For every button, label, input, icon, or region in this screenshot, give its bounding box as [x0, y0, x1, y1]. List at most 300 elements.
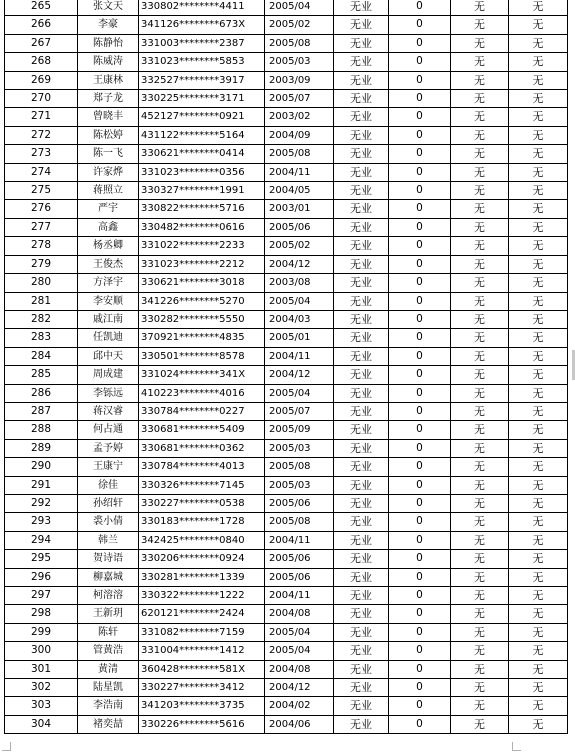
- birth-month-cell: 2005/07: [265, 402, 334, 420]
- status-a-cell: 无: [451, 494, 509, 512]
- table-row: [5, 715, 568, 733]
- table-row: [5, 439, 568, 457]
- person-name-cell: 任凯迪: [78, 329, 139, 347]
- id-number-cell: 620121********2424: [139, 605, 265, 623]
- table-row: [5, 679, 568, 697]
- status-a-cell: 无: [451, 90, 509, 108]
- count-value-cell: 0: [389, 16, 451, 34]
- status-a-cell: 无: [451, 550, 509, 568]
- birth-month-cell: 2005/04: [265, 0, 334, 16]
- row-number-cell: 292: [5, 494, 78, 512]
- id-number-cell: 330621********3018: [139, 274, 265, 292]
- row-number-cell: 303: [5, 697, 78, 715]
- birth-month-cell: 2005/06: [265, 494, 334, 512]
- person-name-cell: 周成建: [78, 366, 139, 384]
- row-number-cell: 279: [5, 255, 78, 273]
- status-a-cell: 无: [451, 53, 509, 71]
- person-name-cell: 李豪: [78, 16, 139, 34]
- birth-month-cell: 2005/01: [265, 329, 334, 347]
- table-row: [5, 384, 568, 402]
- row-number-cell: 288: [5, 421, 78, 439]
- table-row: [5, 660, 568, 678]
- row-number-cell: 295: [5, 550, 78, 568]
- count-value-cell: 0: [389, 679, 451, 697]
- count-value-cell: 0: [389, 200, 451, 218]
- row-number-cell: 265: [5, 0, 78, 16]
- id-number-cell: 330227********3412: [139, 679, 265, 697]
- table-row: [5, 218, 568, 236]
- table-row: [5, 0, 568, 16]
- row-number-cell: 296: [5, 568, 78, 586]
- id-number-cell: 330225********3171: [139, 90, 265, 108]
- row-number-cell: 268: [5, 53, 78, 71]
- person-name-cell: 陈松婷: [78, 126, 139, 144]
- status-a-cell: 无: [451, 384, 509, 402]
- birth-month-cell: 2004/11: [265, 587, 334, 605]
- occupation-cell: 无业: [334, 439, 389, 457]
- count-value-cell: 0: [389, 439, 451, 457]
- person-name-cell: 李安顺: [78, 292, 139, 310]
- birth-month-cell: 2004/05: [265, 182, 334, 200]
- status-b-cell: 无: [509, 145, 568, 163]
- table-row: [5, 605, 568, 623]
- person-name-cell: 方泽宇: [78, 274, 139, 292]
- occupation-cell: 无业: [334, 402, 389, 420]
- status-b-cell: 无: [509, 421, 568, 439]
- status-b-cell: 无: [509, 697, 568, 715]
- birth-month-cell: 2004/12: [265, 366, 334, 384]
- person-name-cell: 李铄远: [78, 384, 139, 402]
- table-row: [5, 200, 568, 218]
- person-name-cell: 李浩南: [78, 697, 139, 715]
- person-name-cell: 王新玥: [78, 605, 139, 623]
- id-number-cell: 330681********0362: [139, 439, 265, 457]
- count-value-cell: 0: [389, 292, 451, 310]
- id-number-cell: 330183********1728: [139, 513, 265, 531]
- row-number-cell: 284: [5, 347, 78, 365]
- person-name-cell: 孙绍轩: [78, 494, 139, 512]
- count-value-cell: 0: [389, 310, 451, 328]
- status-a-cell: 无: [451, 679, 509, 697]
- status-b-cell: 无: [509, 494, 568, 512]
- status-b-cell: 无: [509, 71, 568, 89]
- status-b-cell: 无: [509, 458, 568, 476]
- table-row: [5, 587, 568, 605]
- count-value-cell: 0: [389, 402, 451, 420]
- status-a-cell: 无: [451, 458, 509, 476]
- occupation-cell: 无业: [334, 108, 389, 126]
- person-name-cell: 戚江南: [78, 310, 139, 328]
- occupation-cell: 无业: [334, 34, 389, 52]
- person-name-cell: 何占通: [78, 421, 139, 439]
- id-number-cell: 332527********3917: [139, 71, 265, 89]
- occupation-cell: 无业: [334, 16, 389, 34]
- row-number-cell: 302: [5, 679, 78, 697]
- status-a-cell: 无: [451, 642, 509, 660]
- birth-month-cell: 2005/08: [265, 458, 334, 476]
- status-a-cell: 无: [451, 108, 509, 126]
- status-a-cell: 无: [451, 402, 509, 420]
- table-row: [5, 476, 568, 494]
- count-value-cell: 0: [389, 53, 451, 71]
- table-row: [5, 494, 568, 512]
- person-name-cell: 蒋照立: [78, 182, 139, 200]
- status-a-cell: 无: [451, 182, 509, 200]
- id-number-cell: 331023********2212: [139, 255, 265, 273]
- birth-month-cell: 2004/11: [265, 347, 334, 365]
- birth-month-cell: 2005/07: [265, 90, 334, 108]
- person-name-cell: 蒋汉睿: [78, 402, 139, 420]
- status-a-cell: 无: [451, 697, 509, 715]
- count-value-cell: 0: [389, 218, 451, 236]
- occupation-cell: 无业: [334, 53, 389, 71]
- occupation-cell: 无业: [334, 715, 389, 733]
- row-number-cell: 285: [5, 366, 78, 384]
- person-name-cell: 陈静怡: [78, 34, 139, 52]
- status-b-cell: 无: [509, 439, 568, 457]
- count-value-cell: 0: [389, 90, 451, 108]
- status-b-cell: 无: [509, 568, 568, 586]
- person-name-cell: 王俊杰: [78, 255, 139, 273]
- person-name-cell: 陈威涛: [78, 53, 139, 71]
- count-value-cell: 0: [389, 329, 451, 347]
- id-number-cell: 431122********5164: [139, 126, 265, 144]
- row-number-cell: 293: [5, 513, 78, 531]
- row-number-cell: 298: [5, 605, 78, 623]
- row-number-cell: 283: [5, 329, 78, 347]
- birth-month-cell: 2003/08: [265, 274, 334, 292]
- person-name-cell: 邱中天: [78, 347, 139, 365]
- status-a-cell: 无: [451, 531, 509, 549]
- id-number-cell: 330802********4411: [139, 0, 265, 16]
- status-a-cell: 无: [451, 34, 509, 52]
- count-value-cell: 0: [389, 182, 451, 200]
- count-value-cell: 0: [389, 71, 451, 89]
- birth-month-cell: 2005/03: [265, 53, 334, 71]
- id-number-cell: 452127********0921: [139, 108, 265, 126]
- id-number-cell: 330282********5550: [139, 310, 265, 328]
- status-b-cell: 无: [509, 715, 568, 733]
- row-number-cell: 300: [5, 642, 78, 660]
- birth-month-cell: 2004/06: [265, 715, 334, 733]
- birth-month-cell: 2004/11: [265, 531, 334, 549]
- birth-month-cell: 2004/08: [265, 660, 334, 678]
- status-b-cell: 无: [509, 200, 568, 218]
- occupation-cell: 无业: [334, 274, 389, 292]
- person-name-cell: 韩兰: [78, 531, 139, 549]
- birth-month-cell: 2004/08: [265, 605, 334, 623]
- table-row: [5, 274, 568, 292]
- row-number-cell: 269: [5, 71, 78, 89]
- status-b-cell: 无: [509, 384, 568, 402]
- birth-month-cell: 2005/08: [265, 513, 334, 531]
- person-name-cell: 贺诗语: [78, 550, 139, 568]
- table-row: [5, 237, 568, 255]
- person-name-cell: 高鑫: [78, 218, 139, 236]
- count-value-cell: 0: [389, 587, 451, 605]
- status-a-cell: 无: [451, 605, 509, 623]
- row-number-cell: 267: [5, 34, 78, 52]
- birth-month-cell: 2004/12: [265, 255, 334, 273]
- occupation-cell: 无业: [334, 218, 389, 236]
- person-name-cell: 柳嘉城: [78, 568, 139, 586]
- id-number-cell: 330226********5616: [139, 715, 265, 733]
- table-row: [5, 145, 568, 163]
- status-a-cell: 无: [451, 71, 509, 89]
- id-number-cell: 331022********2233: [139, 237, 265, 255]
- status-a-cell: 无: [451, 237, 509, 255]
- person-name-cell: 杨丞卿: [78, 237, 139, 255]
- status-a-cell: 无: [451, 660, 509, 678]
- person-name-cell: 管黄浩: [78, 642, 139, 660]
- row-number-cell: 272: [5, 126, 78, 144]
- occupation-cell: 无业: [334, 0, 389, 16]
- count-value-cell: 0: [389, 0, 451, 16]
- occupation-cell: 无业: [334, 384, 389, 402]
- birth-month-cell: 2005/09: [265, 421, 334, 439]
- status-a-cell: 无: [451, 623, 509, 641]
- count-value-cell: 0: [389, 550, 451, 568]
- person-name-cell: 张文天: [78, 0, 139, 16]
- table-row: [5, 402, 568, 420]
- status-a-cell: 无: [451, 310, 509, 328]
- id-number-cell: 330281********1339: [139, 568, 265, 586]
- status-b-cell: 无: [509, 182, 568, 200]
- table-row: [5, 310, 568, 328]
- count-value-cell: 0: [389, 458, 451, 476]
- status-b-cell: 无: [509, 531, 568, 549]
- occupation-cell: 无业: [334, 255, 389, 273]
- count-value-cell: 0: [389, 623, 451, 641]
- occupation-cell: 无业: [334, 623, 389, 641]
- table-row: [5, 53, 568, 71]
- status-a-cell: 无: [451, 145, 509, 163]
- occupation-cell: 无业: [334, 126, 389, 144]
- row-number-cell: 273: [5, 145, 78, 163]
- person-name-cell: 褚奕喆: [78, 715, 139, 733]
- table-row: [5, 34, 568, 52]
- status-a-cell: 无: [451, 126, 509, 144]
- count-value-cell: 0: [389, 642, 451, 660]
- status-b-cell: 无: [509, 402, 568, 420]
- row-number-cell: 294: [5, 531, 78, 549]
- status-b-cell: 无: [509, 605, 568, 623]
- table-row: [5, 531, 568, 549]
- count-value-cell: 0: [389, 126, 451, 144]
- occupation-cell: 无业: [334, 605, 389, 623]
- id-number-cell: 342425********0840: [139, 531, 265, 549]
- id-number-cell: 330784********0227: [139, 402, 265, 420]
- table-row: [5, 513, 568, 531]
- count-value-cell: 0: [389, 476, 451, 494]
- id-number-cell: 330326********7145: [139, 476, 265, 494]
- person-name-cell: 严宇: [78, 200, 139, 218]
- occupation-cell: 无业: [334, 310, 389, 328]
- table-row: [5, 347, 568, 365]
- birth-month-cell: 2005/04: [265, 623, 334, 641]
- occupation-cell: 无业: [334, 237, 389, 255]
- row-number-cell: 291: [5, 476, 78, 494]
- occupation-cell: 无业: [334, 458, 389, 476]
- status-b-cell: 无: [509, 642, 568, 660]
- row-number-cell: 275: [5, 182, 78, 200]
- count-value-cell: 0: [389, 108, 451, 126]
- count-value-cell: 0: [389, 568, 451, 586]
- table-row: [5, 366, 568, 384]
- id-number-cell: 330482********0616: [139, 218, 265, 236]
- table-row: [5, 255, 568, 273]
- count-value-cell: 0: [389, 697, 451, 715]
- id-number-cell: 330327********1991: [139, 182, 265, 200]
- status-b-cell: 无: [509, 163, 568, 181]
- status-a-cell: 无: [451, 16, 509, 34]
- birth-month-cell: 2005/06: [265, 568, 334, 586]
- birth-month-cell: 2004/12: [265, 679, 334, 697]
- id-number-cell: 330322********1222: [139, 587, 265, 605]
- row-number-cell: 266: [5, 16, 78, 34]
- occupation-cell: 无业: [334, 163, 389, 181]
- row-number-cell: 289: [5, 439, 78, 457]
- id-number-cell: 370921********4835: [139, 329, 265, 347]
- person-name-cell: 徐佳: [78, 476, 139, 494]
- table-row: [5, 71, 568, 89]
- table-row: [5, 16, 568, 34]
- birth-month-cell: 2005/02: [265, 237, 334, 255]
- person-name-cell: 孟予婷: [78, 439, 139, 457]
- birth-month-cell: 2003/01: [265, 200, 334, 218]
- person-name-cell: 柯溶溶: [78, 587, 139, 605]
- birth-month-cell: 2004/09: [265, 126, 334, 144]
- occupation-cell: 无业: [334, 587, 389, 605]
- status-b-cell: 无: [509, 108, 568, 126]
- page-corner-mark-right: [512, 742, 521, 751]
- birth-month-cell: 2005/06: [265, 218, 334, 236]
- count-value-cell: 0: [389, 494, 451, 512]
- occupation-cell: 无业: [334, 292, 389, 310]
- birth-month-cell: 2003/02: [265, 108, 334, 126]
- person-name-cell: 王康林: [78, 71, 139, 89]
- birth-month-cell: 2003/09: [265, 71, 334, 89]
- count-value-cell: 0: [389, 255, 451, 273]
- occupation-cell: 无业: [334, 347, 389, 365]
- status-b-cell: 无: [509, 679, 568, 697]
- occupation-cell: 无业: [334, 329, 389, 347]
- table-row: [5, 568, 568, 586]
- occupation-cell: 无业: [334, 568, 389, 586]
- status-b-cell: 无: [509, 90, 568, 108]
- status-a-cell: 无: [451, 476, 509, 494]
- status-b-cell: 无: [509, 347, 568, 365]
- id-number-cell: 331004********1412: [139, 642, 265, 660]
- table-row: [5, 126, 568, 144]
- row-number-cell: 271: [5, 108, 78, 126]
- id-number-cell: 331082********7159: [139, 623, 265, 641]
- row-number-cell: 278: [5, 237, 78, 255]
- birth-month-cell: 2004/11: [265, 163, 334, 181]
- birth-month-cell: 2005/06: [265, 550, 334, 568]
- table-row: [5, 182, 568, 200]
- id-number-cell: 341126********673X: [139, 16, 265, 34]
- table-row: [5, 421, 568, 439]
- row-number-cell: 297: [5, 587, 78, 605]
- id-number-cell: 331003********2387: [139, 34, 265, 52]
- occupation-cell: 无业: [334, 679, 389, 697]
- status-b-cell: 无: [509, 366, 568, 384]
- status-a-cell: 无: [451, 0, 509, 16]
- birth-month-cell: 2005/02: [265, 16, 334, 34]
- occupation-cell: 无业: [334, 697, 389, 715]
- status-b-cell: 无: [509, 587, 568, 605]
- row-number-cell: 274: [5, 163, 78, 181]
- id-number-cell: 330206********0924: [139, 550, 265, 568]
- row-number-cell: 286: [5, 384, 78, 402]
- id-number-cell: 341203********3735: [139, 697, 265, 715]
- id-number-cell: 330501********8578: [139, 347, 265, 365]
- id-number-cell: 341226********5270: [139, 292, 265, 310]
- person-name-cell: 黄清: [78, 660, 139, 678]
- row-number-cell: 301: [5, 660, 78, 678]
- count-value-cell: 0: [389, 421, 451, 439]
- id-number-cell: 330784********4013: [139, 458, 265, 476]
- count-value-cell: 0: [389, 513, 451, 531]
- status-b-cell: 无: [509, 550, 568, 568]
- birth-month-cell: 2005/08: [265, 145, 334, 163]
- occupation-cell: 无业: [334, 366, 389, 384]
- status-b-cell: 无: [509, 53, 568, 71]
- table-row: [5, 623, 568, 641]
- status-b-cell: 无: [509, 274, 568, 292]
- person-name-cell: 陈轩: [78, 623, 139, 641]
- status-a-cell: 无: [451, 439, 509, 457]
- occupation-cell: 无业: [334, 660, 389, 678]
- status-b-cell: 无: [509, 0, 568, 16]
- id-number-cell: 331023********5853: [139, 53, 265, 71]
- status-a-cell: 无: [451, 255, 509, 273]
- status-b-cell: 无: [509, 329, 568, 347]
- status-b-cell: 无: [509, 513, 568, 531]
- id-number-cell: 330822********5716: [139, 200, 265, 218]
- occupation-cell: 无业: [334, 513, 389, 531]
- birth-month-cell: 2005/08: [265, 34, 334, 52]
- occupation-cell: 无业: [334, 421, 389, 439]
- row-number-cell: 276: [5, 200, 78, 218]
- status-b-cell: 无: [509, 476, 568, 494]
- person-name-cell: 陈一飞: [78, 145, 139, 163]
- status-a-cell: 无: [451, 366, 509, 384]
- person-name-cell: 曾晓丰: [78, 108, 139, 126]
- person-name-cell: 陆星凯: [78, 679, 139, 697]
- birth-month-cell: 2004/03: [265, 310, 334, 328]
- status-a-cell: 无: [451, 513, 509, 531]
- roster-table: [4, 0, 568, 734]
- status-a-cell: 无: [451, 568, 509, 586]
- status-b-cell: 无: [509, 126, 568, 144]
- status-a-cell: 无: [451, 587, 509, 605]
- person-name-cell: 许家烨: [78, 163, 139, 181]
- birth-month-cell: 2005/03: [265, 476, 334, 494]
- row-number-cell: 277: [5, 218, 78, 236]
- status-a-cell: 无: [451, 274, 509, 292]
- table-row: [5, 90, 568, 108]
- page-corner-mark-left: [2, 742, 11, 751]
- status-b-cell: 无: [509, 16, 568, 34]
- status-a-cell: 无: [451, 715, 509, 733]
- birth-month-cell: 2004/02: [265, 697, 334, 715]
- occupation-cell: 无业: [334, 550, 389, 568]
- table-row: [5, 642, 568, 660]
- id-number-cell: 330227********0538: [139, 494, 265, 512]
- row-number-cell: 287: [5, 402, 78, 420]
